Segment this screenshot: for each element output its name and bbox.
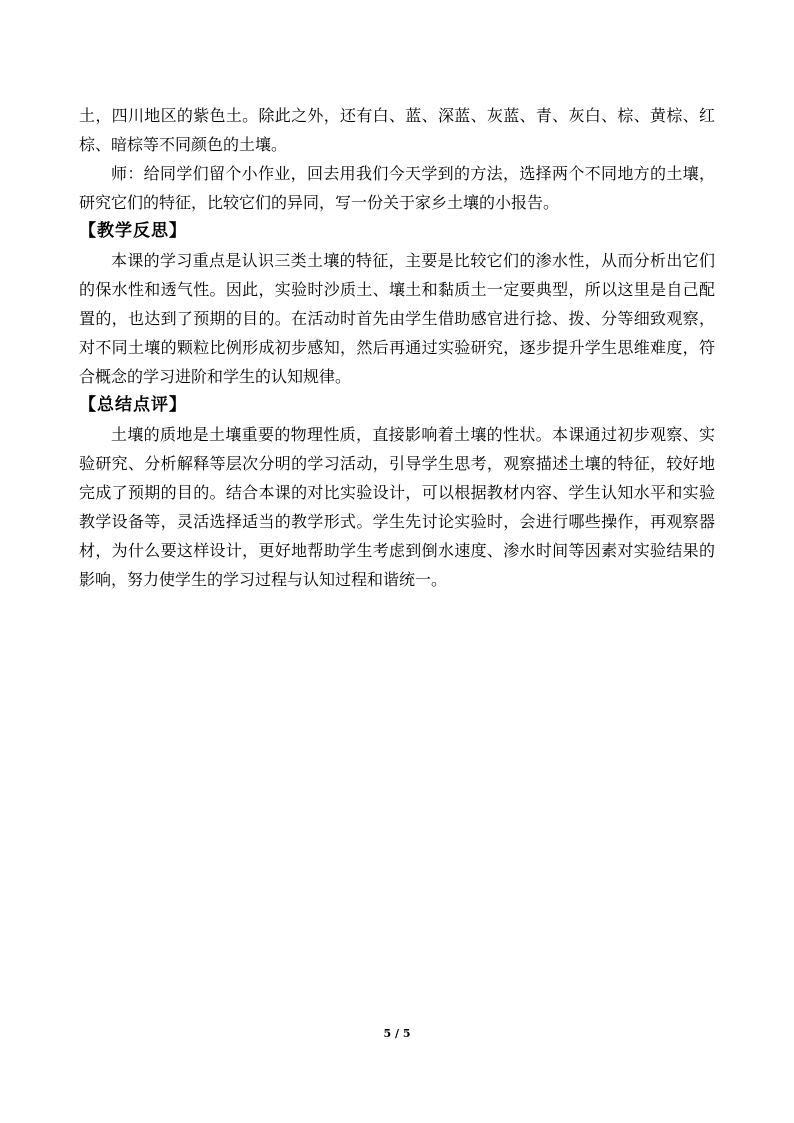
summary-heading: 【总结点评】 bbox=[79, 395, 187, 415]
soil-color-paragraph: 土，四川地区的紫色土。除此之外，还有白、蓝、深蓝、灰蓝、青、灰白、棕、黄棕、红棕、暗棕等不同颜色的土壤。 bbox=[79, 106, 715, 154]
summary-paragraph: 土壤的质地是土壤重要的物理性质，直接影响着土壤的性状。本课通过初步观察、实验研究、分析解释等层次分明的学习活动，引导学生思考，观察描述土壤的特征，较好地完成了预期的目的。结合本课的对比实验设计，可以根据教材内容、学生认知水平和实验教学设备等，灵活选择适当的教学形式。学生先讨论实验时，会进行哪些操作，再观察器材，为什么要这样设计，更好地帮助学生考虑到倒水速度、渗水时间等因素对实验结果的影响，努力使学生的学习过程与认知过程和谐统一。 bbox=[79, 425, 715, 589]
page-number: 5 / 5 bbox=[383, 1027, 411, 1040]
document-body bbox=[79, 101, 715, 594]
homework-paragraph: 师：给同学们留个小作业，回去用我们今天学到的方法，选择两个不同地方的土壤，研究它们的特征，比较它们的异同，写一份关于家乡土壤的小报告。 bbox=[79, 164, 715, 212]
reflection-heading: 【教学反思】 bbox=[79, 221, 187, 241]
reflection-paragraph: 本课的学习重点是认识三类土壤的特征，主要是比较它们的渗水性，从而分析出它们的保水性和透气性。因此，实验时沙质土、壤土和黏质土一定要典型，所以这里是自己配置的，也达到了预期的目的。在活动时首先由学生借助感官进行捻、拨、分等细致观察，对不同土壤的颗粒比例形成初步感知，然后再通过实验研究，逐步提升学生思维难度，符合概念的学习进阶和学生的认知规律。 bbox=[79, 251, 715, 386]
